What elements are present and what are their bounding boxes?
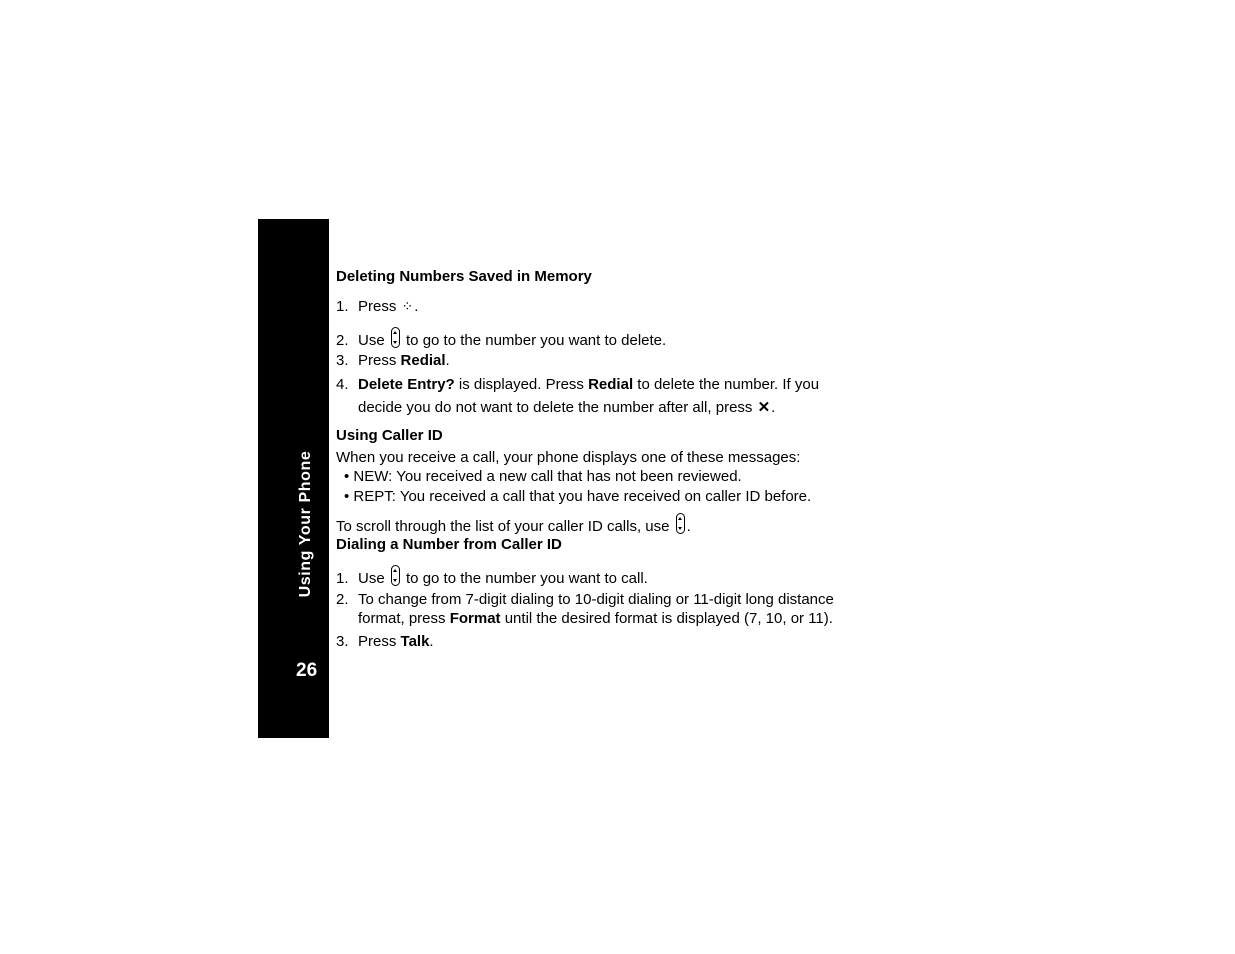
step-text: decide you do not want to delete the number after all, press [358,399,757,416]
redial-key-label: Redial [588,376,634,393]
display-message: Delete Entry? [358,376,455,393]
dial-step-2 [336,591,834,609]
navigation-key-icon [676,513,685,534]
navigation-key-icon [391,565,400,586]
chapter-title: Using Your Phone [297,450,314,598]
chapter-tab [258,219,329,738]
step-text: Press [358,298,401,315]
format-key-label: Format [449,610,501,627]
delete-step-4 [336,376,819,394]
section-heading-caller-id: Using Caller ID [336,427,443,444]
step-text: Press [358,352,401,369]
step-text: format, press [358,610,450,627]
delete-step-1 [336,297,418,316]
delete-step-2 [336,327,666,350]
step-text: . [429,633,434,650]
caller-id-bullet-new: • NEW: You received a new call that has not been reviewed. [344,468,742,485]
step-number: 1. [336,298,349,315]
section-heading-dialing: Dialing a Number from Caller ID [336,536,562,553]
menu-key-icon: ⁘ [401,298,414,314]
step-number: 2. [336,591,349,608]
scroll-text: To scroll through the list of your caller ID calls, use [336,518,674,535]
navigation-key-icon [391,327,400,348]
dial-step-3 [336,633,434,651]
step-text: . [414,298,419,315]
step-text: Press [358,633,401,650]
page-number: 26 [296,660,318,681]
caller-id-scroll [336,513,691,536]
step-number: 4. [336,376,349,393]
caller-id-bullet-rept: • REPT: You received a call that you have received on caller ID before. [344,488,812,505]
step-number: 3. [336,352,349,369]
delete-step-4-cont [358,399,775,417]
dial-step-1 [336,565,648,588]
caller-id-intro: When you receive a call, your phone displays one of these messages: [336,449,801,466]
cancel-key-icon: ✕ [757,399,771,416]
step-text: is displayed. Press [454,376,589,393]
redial-key-label: Redial [400,352,446,369]
step-text: Use [358,570,389,587]
section-heading-deleting: Deleting Numbers Saved in Memory [336,268,592,285]
step-text: until the desired format is displayed (7, 10, or 11). [500,610,833,627]
step-text: To change from 7-digit dialing to 10-digit dialing or 11-digit long distance [358,591,834,608]
step-number: 2. [336,332,349,349]
delete-step-3 [336,352,450,370]
step-text: to go to the number you want to delete. [401,332,667,349]
dial-step-2-cont [358,610,833,628]
step-number: 1. [336,570,349,587]
step-number: 3. [336,633,349,650]
step-text: to go to the number you want to call. [401,570,648,587]
scroll-text: . [686,518,691,535]
step-text: . [445,352,450,369]
talk-key-label: Talk [400,633,430,650]
step-text: Use [358,332,389,349]
step-text: to delete the number. If you [633,376,820,393]
step-text: . [771,399,776,416]
